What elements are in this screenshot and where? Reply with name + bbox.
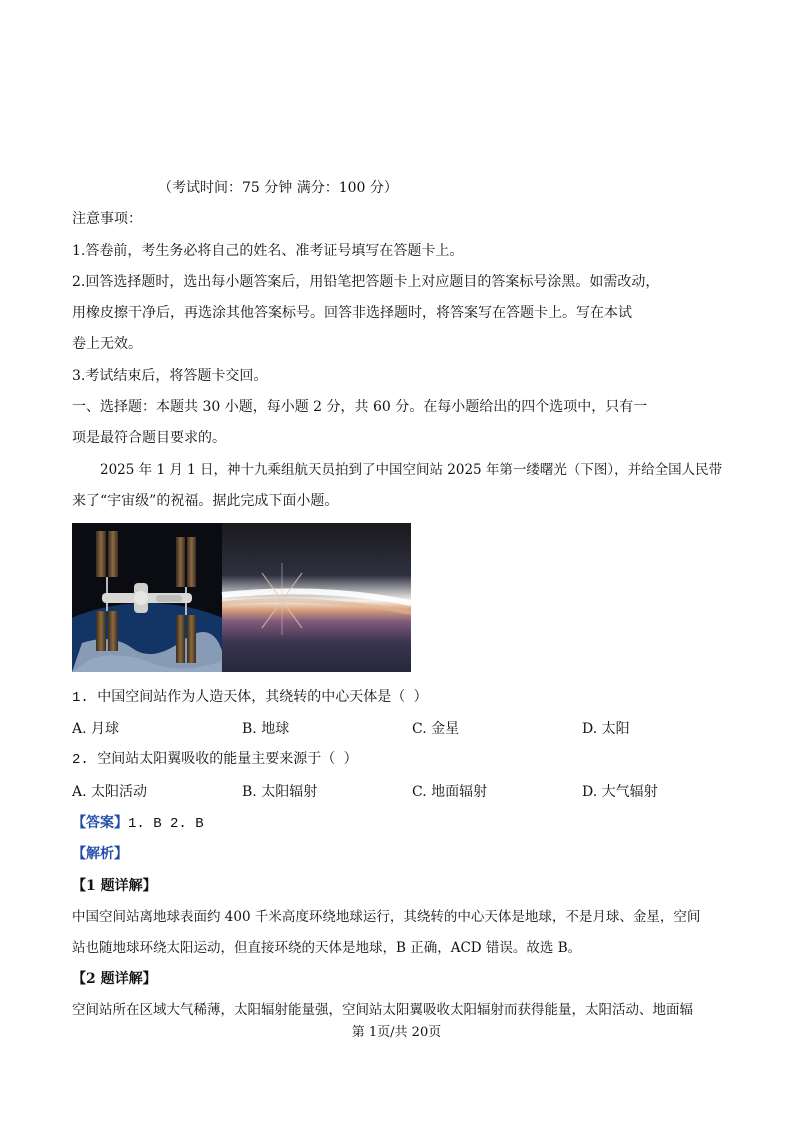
- question-2-option-c: C. 地面辐射: [412, 784, 488, 800]
- analysis-q1-label: 【1 题详解】: [72, 878, 157, 894]
- notice-item-2-line-3: 卷上无效。: [72, 336, 142, 352]
- question-2-stem: 2. 空间站太阳翼吸收的能量主要来源于（ ）: [72, 752, 358, 768]
- section-heading-line-2: 项是最符合题目要求的。: [72, 430, 226, 446]
- answer-row: [72, 813, 204, 834]
- passage-line-2: 来了“宇宙级”的祝福。据此完成下面小题。: [72, 493, 339, 509]
- question-1-option-d: D. 太阳: [582, 721, 630, 737]
- page-footer: 第 1页/共 20页: [351, 1025, 442, 1040]
- notice-item-1: 1.答卷前，考生务必将自己的姓名、准考证号填写在答题卡上。: [72, 243, 464, 259]
- question-1-option-b: B. 地球: [242, 721, 290, 737]
- notice-title: 注意事项：: [72, 211, 142, 227]
- question-2-option-a: A. 太阳活动: [72, 784, 148, 800]
- exam-info: （考试时间：75 分钟 满分：100 分）: [158, 180, 398, 196]
- question-1-option-c: C. 金星: [412, 721, 460, 737]
- notice-item-3: 3.考试结束后，将答题卡交回。: [72, 368, 268, 384]
- question-2-option-b: B. 太阳辐射: [242, 784, 318, 800]
- notice-item-2-line-1: 2.回答选择题时，选出每小题答案后，用铅笔把答题卡上对应题目的答案标号涂黑。如需改动，: [72, 274, 660, 290]
- space-station-photo: [72, 523, 411, 672]
- analysis-q1-line-1: 中国空间站离地球表面约 400 千米高度环绕地球运行，其绕转的中心天体是地球，不是月球、金星，空间: [72, 909, 701, 925]
- notice-item-2-line-2: 用橡皮擦干净后，再选涂其他答案标号。回答非选择题时，将答案写在答题卡上。写在本试: [72, 305, 632, 321]
- question-1-stem: 1. 中国空间站作为人造天体，其绕转的中心天体是（ ）: [72, 690, 428, 706]
- analysis-q2-line-1: 空间站所在区域大气稀薄，太阳辐射能量强，空间站太阳翼吸收太阳辐射而获得能量，太阳活动、地面辐: [72, 1002, 693, 1018]
- answer-value: 1. B 2. B: [128, 816, 204, 832]
- analysis-q1-line-2: 站也随地球环绕太阳运动，但直接环绕的天体是地球，B 正确，ACD 错误。故选 B。: [72, 940, 582, 956]
- question-2-option-d: D. 大气辐射: [582, 784, 658, 800]
- passage-line-1: 2025 年 1 月 1 日，神十九乘组航天员拍到了中国空间站 2025 年第一缕曙光（下图），并给全国人民带: [100, 462, 723, 478]
- answer-label: 【答案】: [72, 815, 128, 831]
- section-heading-line-1: 一、选择题：本题共 30 小题，每小题 2 分，共 60 分。在每小题给出的四个选项中，只有一: [72, 399, 648, 415]
- analysis-label: 【解析】: [72, 846, 128, 862]
- analysis-q2-label: 【2 题详解】: [72, 971, 157, 987]
- question-1-option-a: A. 月球: [72, 721, 120, 737]
